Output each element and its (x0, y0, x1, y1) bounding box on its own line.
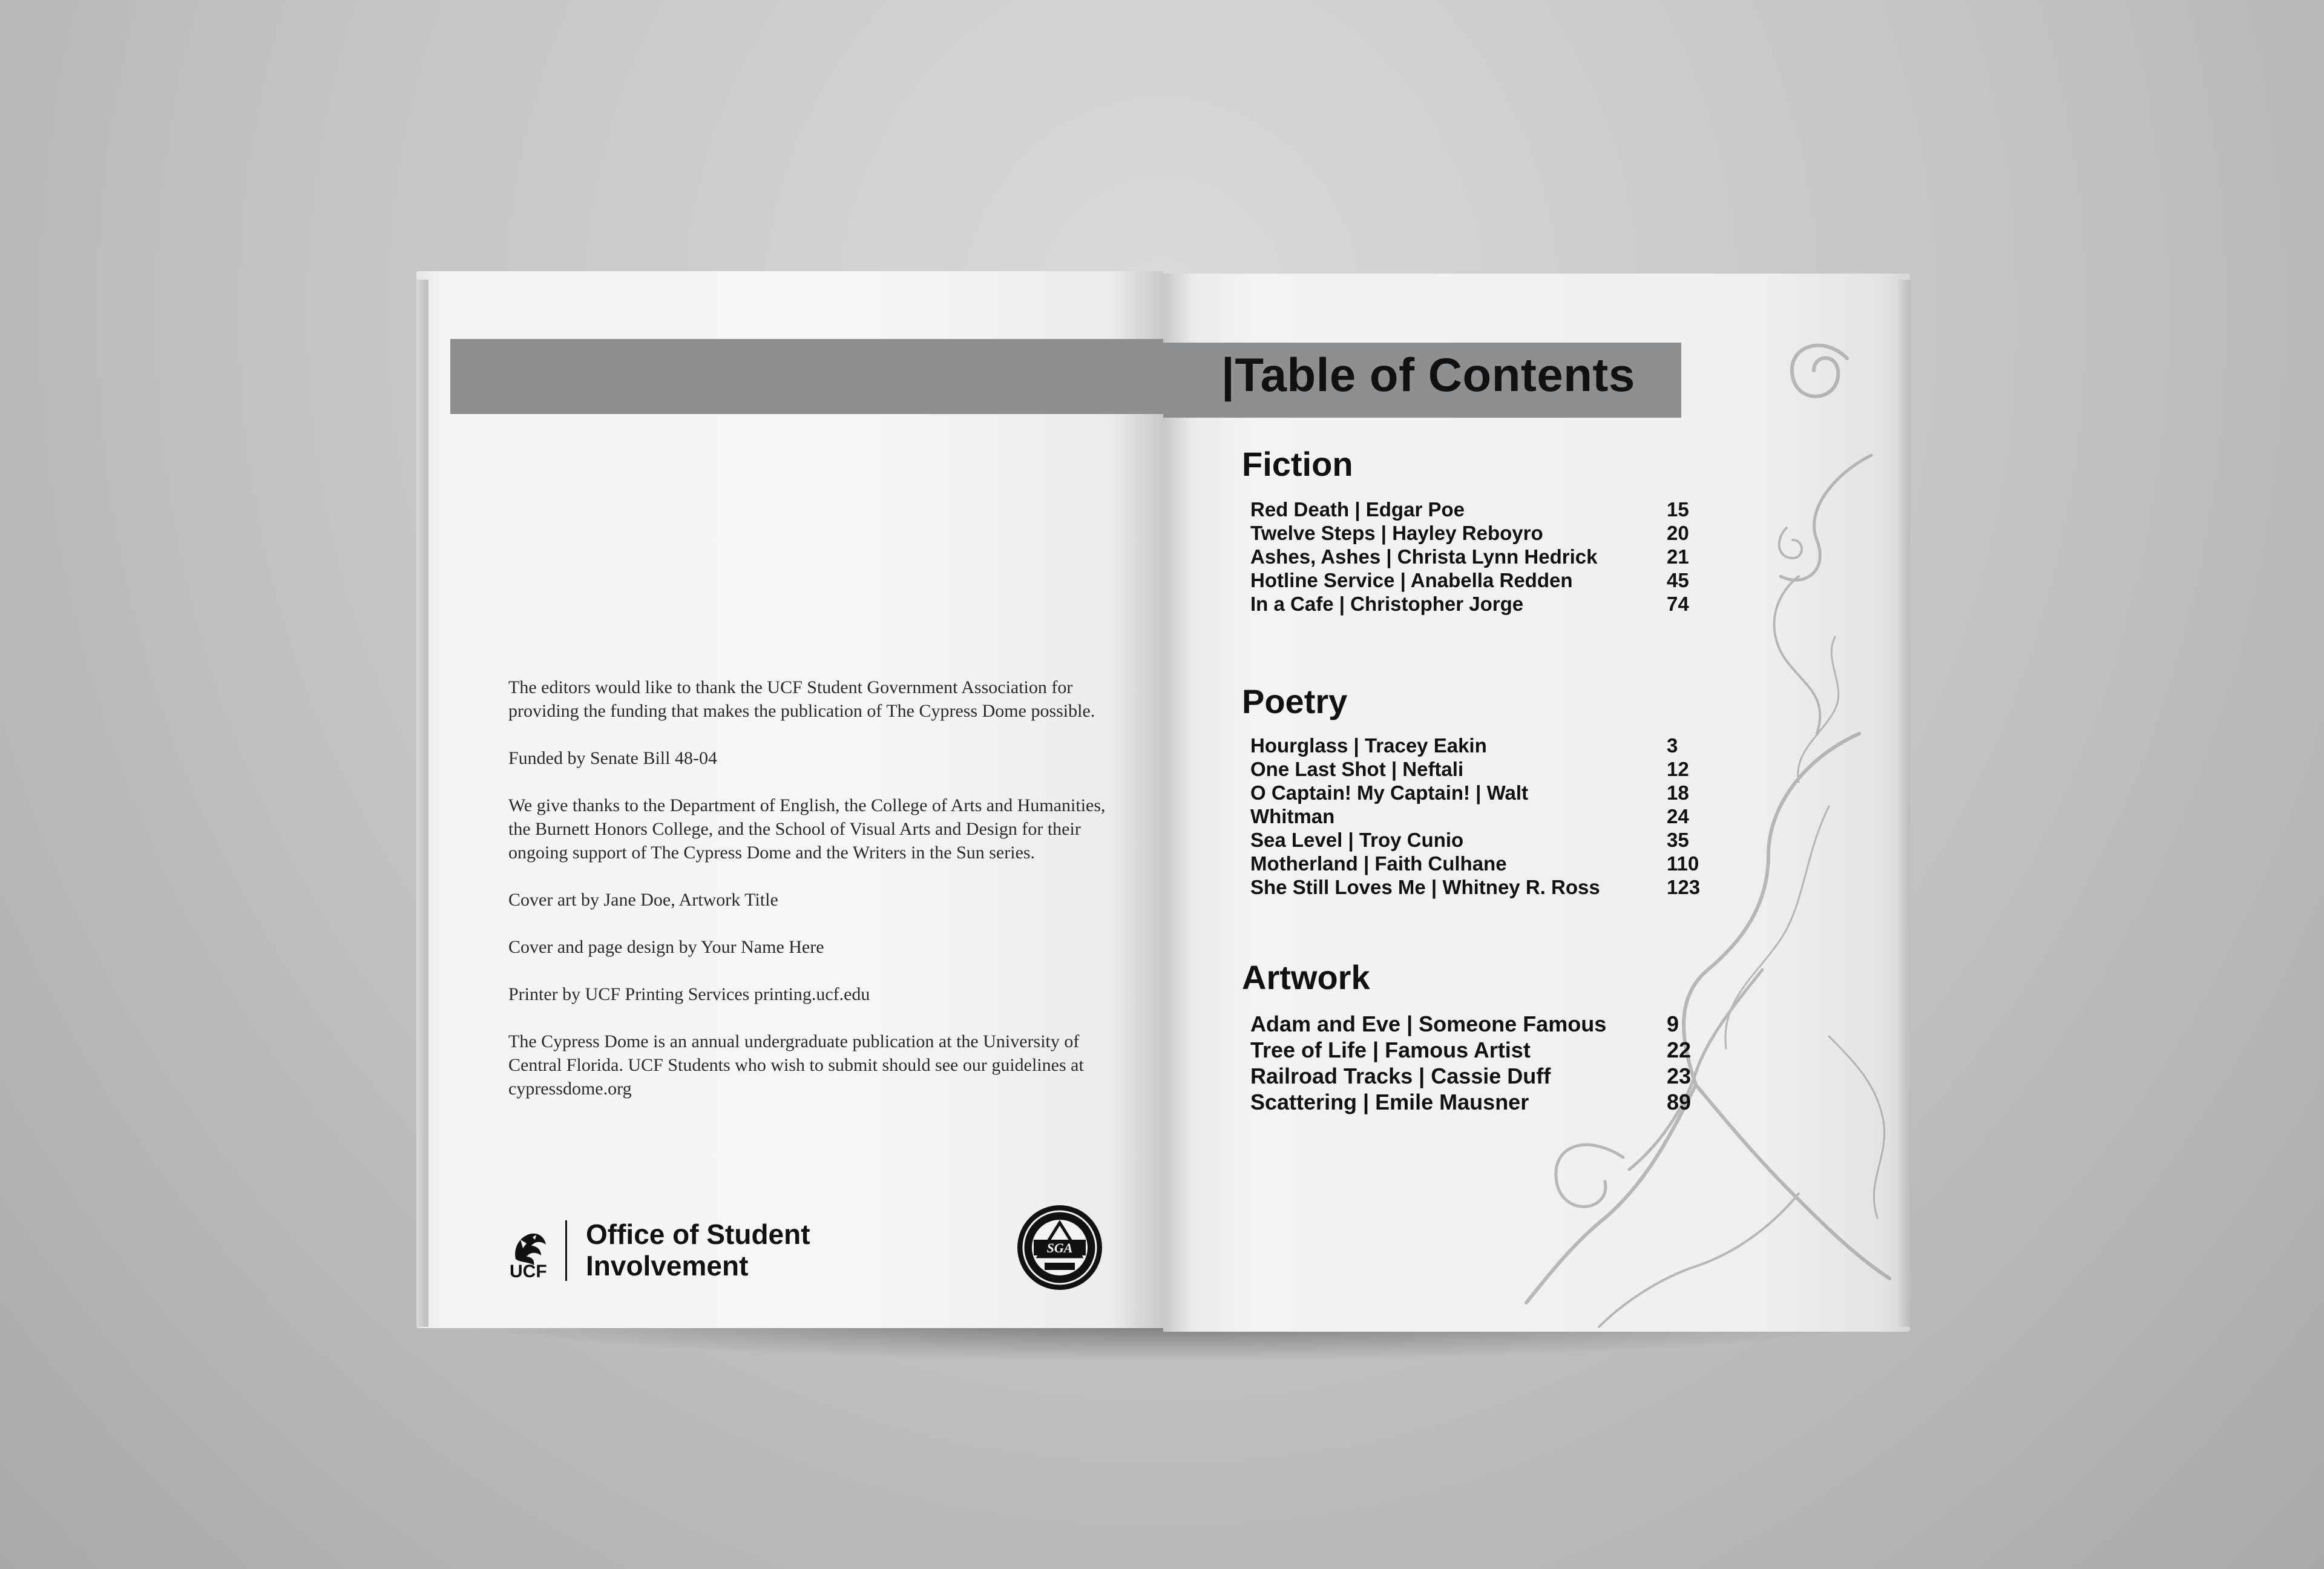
list-item (1250, 828, 1722, 852)
right-page (1163, 274, 1910, 1332)
list-item (1250, 545, 1722, 568)
entry-title: Railroad Tracks | Cassie Duff (1250, 1064, 1551, 1088)
section-heading-poetry: Poetry (1242, 682, 1348, 720)
entry-page: 110 (1667, 852, 1699, 875)
list-item (1250, 875, 1722, 899)
entry-page: 24 (1667, 805, 1689, 827)
entry-title: She Still Loves Me | Whitney R. Ross (1250, 876, 1600, 898)
list-item (1250, 1063, 1722, 1089)
logo-line-1: Office of Student (586, 1219, 810, 1250)
list-item (1250, 1089, 1722, 1115)
entry-page: 21 (1667, 545, 1689, 568)
entry-title: Scattering | Emile Mausner (1250, 1090, 1529, 1114)
entry-page: 9 (1667, 1011, 1679, 1036)
colophon-paragraph: The Cypress Dome is an annual undergraduate publication at the University of Central Florida. UCF Students who wish to submit should see our guidelines at cypressdome.org (508, 1031, 1084, 1099)
list-item (1250, 568, 1722, 592)
entry-title: One Last Shot | Neftali (1250, 758, 1464, 780)
artwork-list (1250, 1011, 1722, 1115)
fiction-list (1250, 498, 1722, 616)
entry-title: Twelve Steps | Hayley Reboyro (1250, 522, 1543, 544)
sga-seal-icon (1016, 1203, 1104, 1292)
entry-page: 123 (1667, 876, 1701, 898)
section-heading-fiction: Fiction (1242, 445, 1353, 483)
list-item (1250, 592, 1722, 616)
colophon (508, 676, 1114, 1124)
list-item (1250, 852, 1722, 875)
entry-page: 18 (1667, 781, 1689, 804)
entry-title: Ashes, Ashes | Christa Lynn Hedrick (1250, 545, 1598, 568)
logo-divider (565, 1220, 567, 1281)
entry-title: Tree of Life | Famous Artist (1250, 1038, 1531, 1062)
colophon-paragraph: We give thanks to the Department of English, the College of Arts and Humanities, the Burnett Honors College, and the School of Visual Arts and Design for their ongoing support of The Cypress Dome and the Writers in the Sun series. (508, 795, 1106, 863)
entry-title: Hotline Service | Anabella Redden (1250, 569, 1573, 591)
entry-page: 23 (1667, 1064, 1692, 1088)
office-of-student-involvement-logo (508, 1215, 932, 1288)
entry-title: In a Cafe | Christopher Jorge (1250, 593, 1524, 615)
entry-page: 3 (1667, 734, 1678, 757)
logo-line-2: Involvement (586, 1250, 749, 1281)
colophon-paragraph: Funded by Senate Bill 48-04 (508, 748, 717, 768)
entry-page: 22 (1667, 1038, 1692, 1062)
page-title: |Table of Contents (1221, 348, 1635, 401)
list-item (1250, 498, 1722, 521)
entry-page: 74 (1667, 593, 1689, 615)
list-item (1250, 804, 1722, 828)
list-item (1250, 521, 1722, 545)
entry-page: 15 (1667, 498, 1689, 521)
colophon-paragraph: Cover and page design by Your Name Here (508, 937, 824, 957)
entry-title: Red Death | Edgar Poe (1250, 498, 1465, 521)
entry-page: 35 (1667, 829, 1689, 851)
list-item (1250, 734, 1722, 757)
right-page-edge (1898, 280, 1910, 1327)
poetry-list (1250, 734, 1722, 899)
header-band (450, 339, 1163, 414)
colophon-paragraph: Cover art by Jane Doe, Artwork Title (508, 890, 778, 910)
entry-title: O Captain! My Captain! | Walt (1250, 781, 1529, 804)
entry-page: 89 (1667, 1090, 1692, 1114)
left-page (416, 271, 1163, 1328)
list-item (1250, 781, 1722, 804)
entry-title: Sea Level | Troy Cunio (1250, 829, 1464, 851)
section-heading-artwork: Artwork (1242, 958, 1370, 996)
entry-page: 20 (1667, 522, 1689, 544)
list-item (1250, 1011, 1722, 1037)
ucf-label: UCF (510, 1261, 547, 1281)
list-item (1250, 757, 1722, 781)
entry-title: Motherland | Faith Culhane (1250, 852, 1507, 875)
entry-title: Adam and Eve | Someone Famous (1250, 1011, 1607, 1036)
entry-page: 45 (1667, 569, 1689, 591)
list-item (1250, 1037, 1722, 1063)
entry-title: Hourglass | Tracey Eakin (1250, 734, 1487, 757)
colophon-paragraph: The editors would like to thank the UCF Student Government Association for providing the funding that makes the publication of The Cypress Dome possible. (508, 677, 1095, 721)
left-page-edge (416, 280, 428, 1327)
entry-page: 12 (1667, 758, 1689, 780)
colophon-paragraph: Printer by UCF Printing Services printing.ucf.edu (508, 984, 870, 1004)
svg-text:SGA: SGA (1046, 1240, 1073, 1255)
entry-title: Whitman (1250, 805, 1335, 827)
